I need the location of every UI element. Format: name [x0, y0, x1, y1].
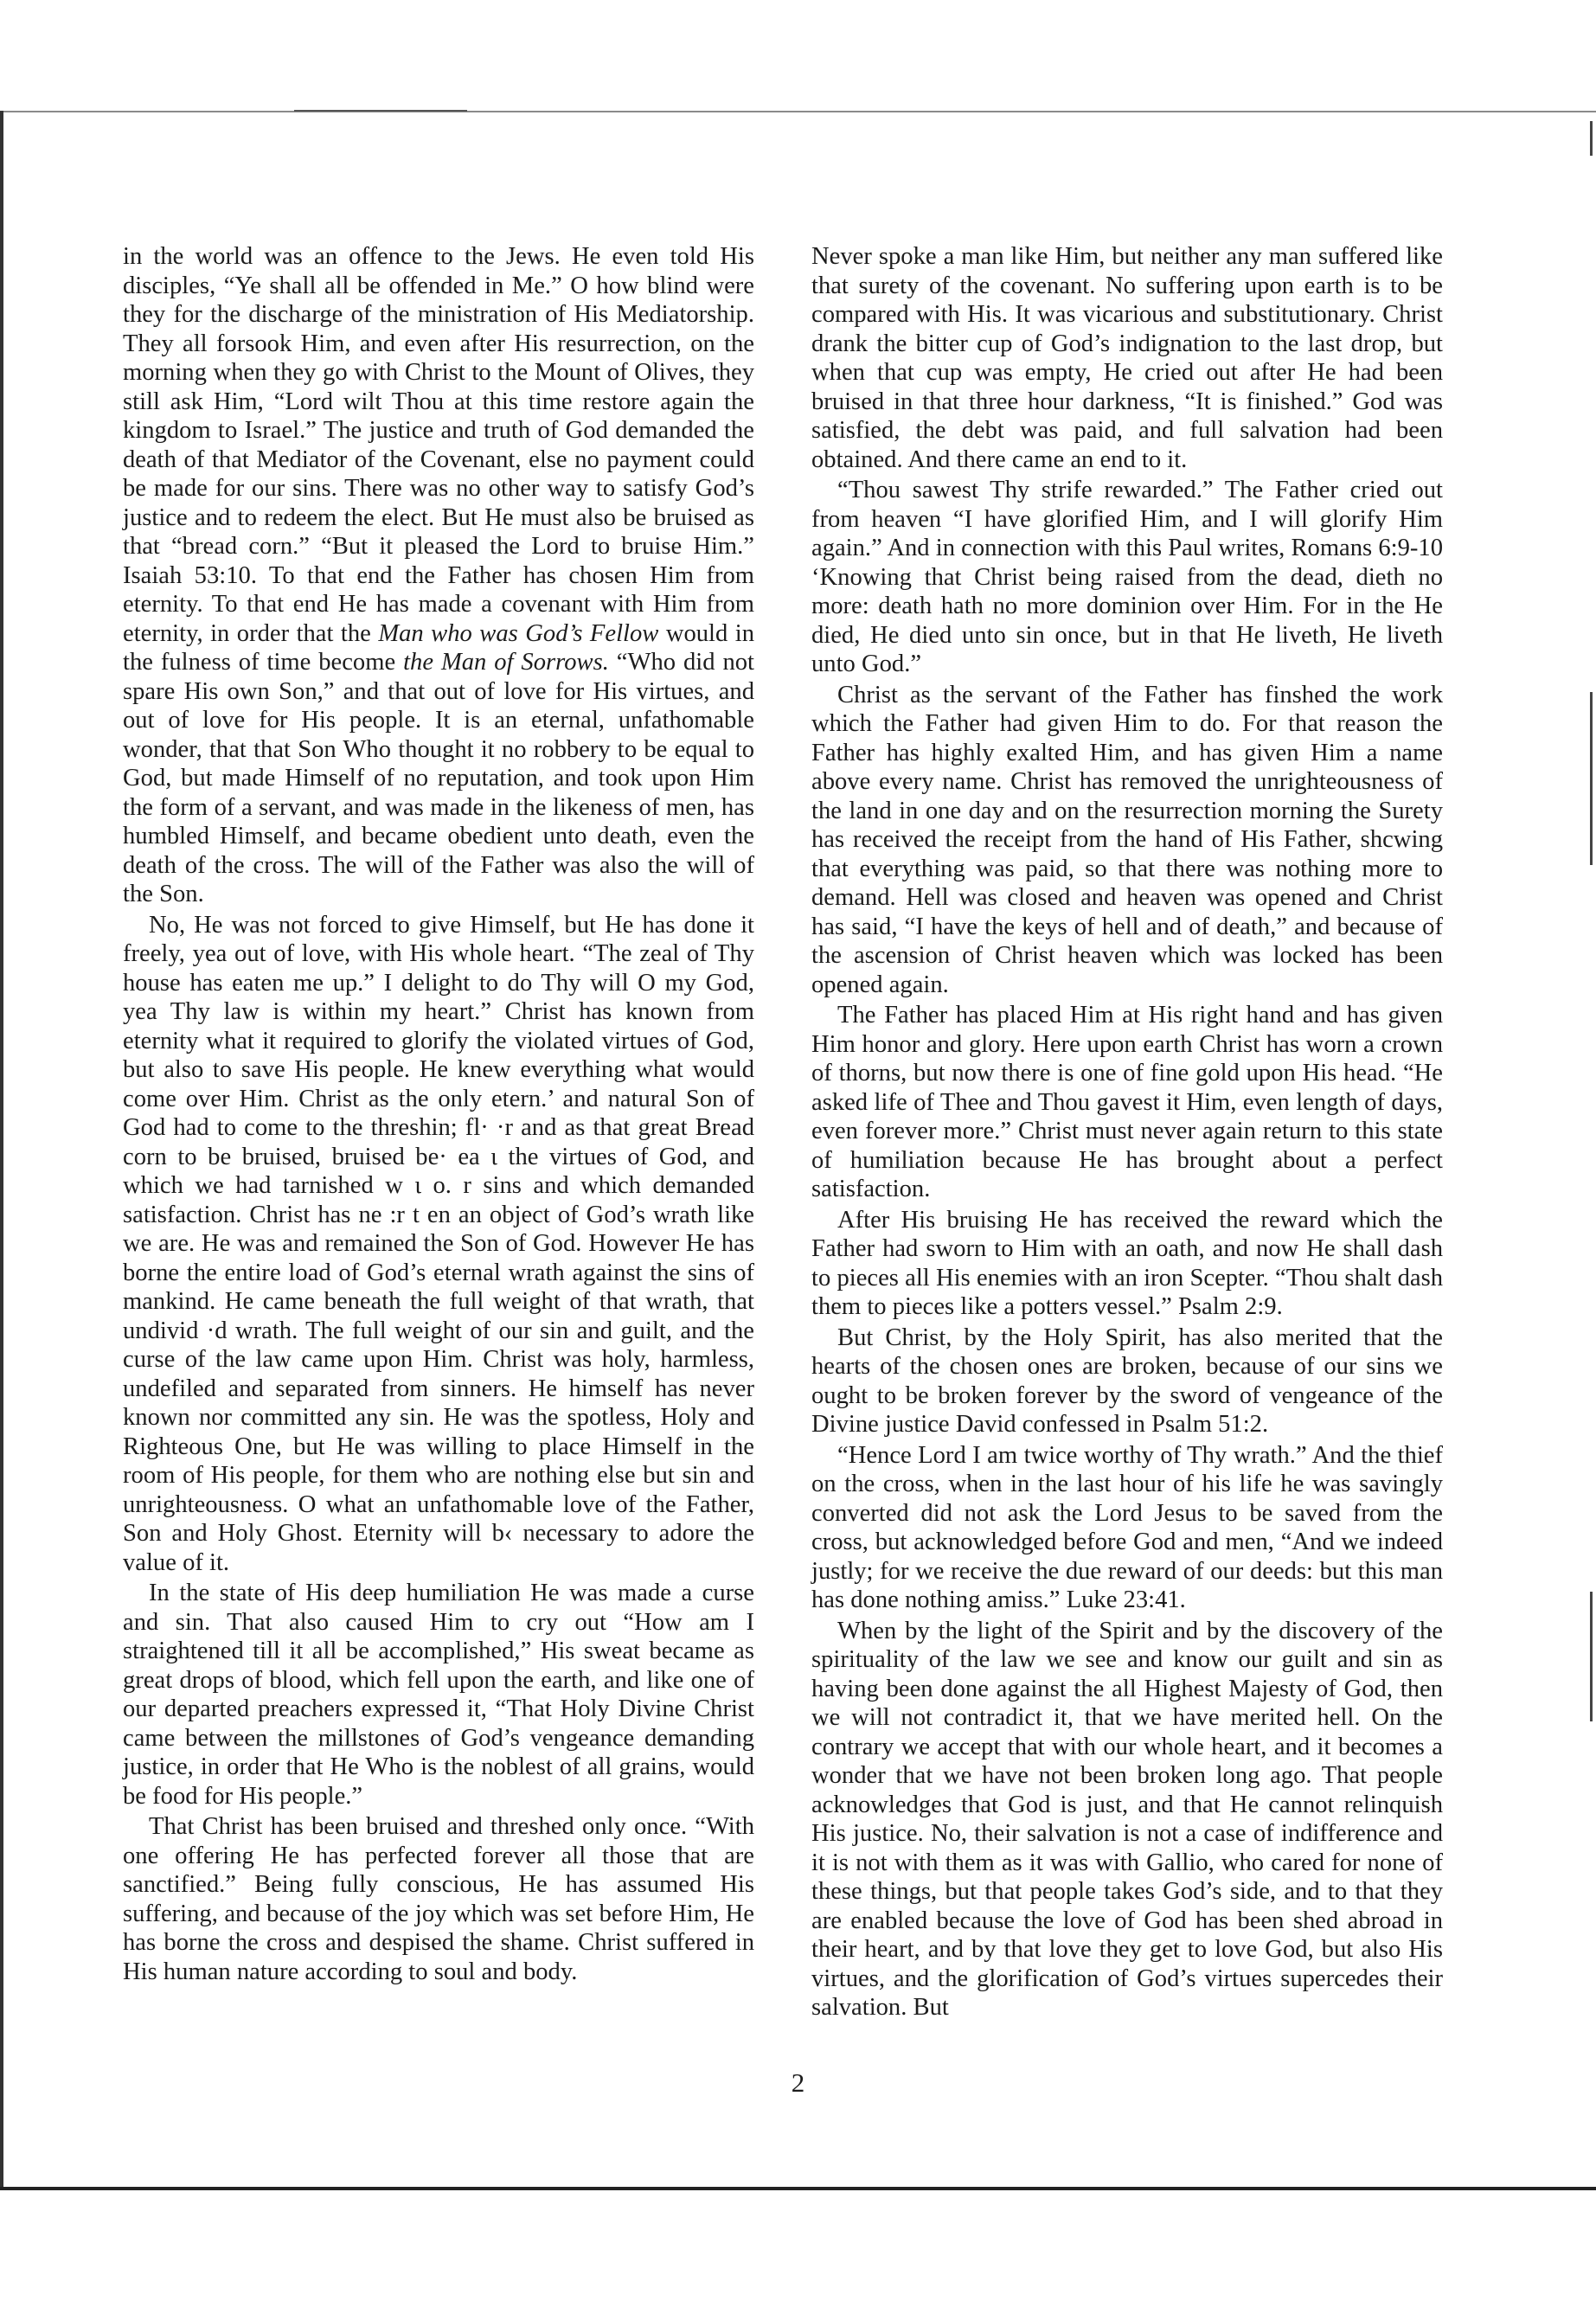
paragraph-text: in the world was an offence to the Jews. He even told His disciples, “Ye shall all be offended in Me.” O how blind were they for the discharge of the ministration of His Mediatorship. They all forsook Him, and even after His resurrection, on the morning when they go with Christ to the Mount of Olives, they still ask Him, “Lord wilt Thou at this time restore again the kingdom to Israel.” The justice and truth of God demanded the death of that Mediator of the Covenant, else no payment could be made for our sins. There was no other way to satisfy God’s justice and to redeem the elect. But He must also be bruised as that “bread corn.” “But it pleased the Lord to bruise Him.” Isaiah 53:10. To that end the Father has chosen Him from eternity. To that end He has made a covenant with Him from eternity, in order that the	[123, 243, 754, 647]
right-paragraph-5: After His bruising He has received the reward which the Father had sworn to Him with an oath, and now He shall dash to pieces all His enemies with an iron Scepter. “Thou shalt dash them to pieces like a potters vessel.” Psalm 2:9.	[811, 1206, 1443, 1320]
scan-right-mark	[1590, 121, 1593, 156]
scan-top-border	[0, 111, 1596, 112]
page-number: 2	[791, 2067, 805, 2098]
scan-bottom-edge	[0, 2187, 1596, 2190]
left-paragraph-3: In the state of His deep humiliation He was made a curse and sin. That also caused Him to cry out “How am I straightened till it all be accomplished,” His sweat became as great drops of blood, which fell upon the earth, and like one of our departed preachers expressed it, “That Holy Divine Christ came between the millstones of God’s vengeance demanding justice, in order that He Who is the noblest of all grains, would be food for His people.”	[123, 1580, 754, 1810]
right-paragraph-7: “Hence Lord I am twice worthy of Thy wrath.” And the thief on the cross, when in the last hour of his life he was savingly converted did not ask the Lord Jesus to be saved from the cross, but acknowledged before God and men, “And we indeed justly; for we receive the due reward of our deeds: but this man has done nothing amiss.” Luke 23:41.	[811, 1441, 1443, 1613]
right-paragraph-2: “Thou sawest Thy strife rewarded.” The Father cried out from heaven “I have glorified Him, and I will glorify Him again.” And in connection with this Paul writes, Romans 6:9-10 ‘Knowing that Christ being raised from the dead, dieth no more: death hath no more dominion over Him. For in the He died, He died unto sin once, but in that He liveth, He liveth unto God.”	[811, 477, 1443, 677]
left-column	[123, 242, 754, 1988]
right-paragraph-8: When by the light of the Spirit and by the discovery of the spirituality of the law we see and know our guilt and sin as having been done against the all Highest Majesty of God, then we will not contradict it, that we have merited hell. On the contrary we accept that with our whole heart, and it becomes a wonder that we have not been broken long ago. That people acknowledges that God is just, and that He cannot relinquish His justice. No, their salvation is not a case of indifference and it is not with them as it was with Gallio, who cared for none of these things, but that people takes God’s side, and to that they are enabled because the love of God has been shed abroad in their heart, and by that love they get to love God, but also His virtues, and the glorification of God’s virtues supercedes their salvation. But	[811, 1617, 1443, 2021]
scan-left-edge	[0, 111, 3, 2189]
italic-phrase: the Man of Sorrows.	[403, 649, 609, 676]
right-paragraph-4: The Father has placed Him at His right hand and has given Him honor and glory. Here upon earth Christ has worn a crown of thorns, but now there is one of fine gold upon His head. “He asked life of Thee and Thou gavest it Him, even length of days, even forever more.” Christ must never again return to this state of humiliation because He has brought about a perfect satisfaction.	[811, 1002, 1443, 1202]
left-paragraph-4: That Christ has been bruised and threshed only once. “With one offering He has perfected forever all those that are sanctified.” Being fully conscious, He has assumed His suffering, and because of the joy which was set before Him, He has borne the cross and despised the shame. Christ suffered in His human nature according to soul and body.	[123, 1813, 754, 1985]
scan-top-mark	[294, 110, 467, 112]
right-paragraph-3: Christ as the servant of the Father has finshed the work which the Father had given Him to do. For that reason the Father has highly exalted Him, and has given Him a name above every name. Christ has removed the unrighteousness of the land in one day and on the resurrection morning the Surety has received the receipt from the hand of His Father, shcwing that everything was paid, so that there was nothing more to demand. Hell was closed and heaven was opened and Christ has said, “I have the keys of hell and of death,” and because of the ascension of Christ heaven which was locked has been opened again.	[811, 681, 1443, 998]
left-paragraph-1	[123, 242, 754, 909]
right-column	[811, 242, 1443, 2024]
scan-right-mark	[1590, 692, 1593, 865]
italic-phrase: Man who was God’s Fellow	[378, 619, 659, 647]
right-paragraph-1: Never spoke a man like Him, but neither any man suffered like that surety of the covenant. No suffering upon earth is to be compared with His. It was vicarious and substitutionary. Christ drank the bitter cup of God’s indignation to the last drop, but when that cup was empty, He cried out after He had been bruised in that three hour darkness, “It is finished.” God was satisfied, the debt was paid, and full salvation had been obtained. And there came an end to it.	[811, 243, 1443, 473]
paragraph-text: “Who did not spare His own Son,” and that out of love for His virtues, and out of love for His people. It is an eternal, unfathomable wonder, that that Son Who thought it no robbery to be equal to God, but made Himself of no reputation, and took upon Him the form of a servant, and was made in the likeness of men, has humbled Himself, and became obedient unto death, even the death of the cross. The will of the Father was also the will of the Son.	[123, 649, 754, 907]
scan-right-mark	[1590, 1592, 1593, 1721]
left-paragraph-2: No, He was not forced to give Himself, but He has done it freely, yea out of love, with His whole heart. “The zeal of Thy house has eaten me up.” I delight to do Thy will O my God, yea Thy law is within my heart.” Christ has known from eternity what it required to glorify the violated virtues of God, but also to save His people. He knew everything what would come over Him. Christ as the only etern.’ and natural Son of God had to come to the threshin; fl· ·r and as that great Bread corn to be bruised, bruised be· ea ι the virtues of God, and which we had tarnished w ι o. r sins and which demanded satisfaction. Christ has ne :r t en an object of God’s wrath like we are. He was and remained the Son of God. However He has borne the entire load of God’s eternal wrath against the sins of mankind. He came beneath the full weight of that wrath, that undivid ·d wrath. The full weight of our sin and guilt, and the curse of the law came upon Him. Christ was holy, harmless, undefiled and separated from sinners. He himself has never known nor committed any sin. He was the spotless, Holy and Righteous One, but He was willing to place Himself in the room of His people, for them who are nothing else but sin and unrighteousness. O what an unfathomable love of the Father, Son and Holy Ghost. Eternity will b‹ necessary to adore the value of it.	[123, 911, 754, 1576]
right-paragraph-6: But Christ, by the Holy Spirit, has also merited that the hearts of the chosen ones are broken, because of our sins we ought to be broken forever by the sword of vengeance of the Divine justice David confessed in Psalm 51:2.	[811, 1324, 1443, 1438]
paragraph-text: would in the fulness of time become	[123, 619, 754, 676]
